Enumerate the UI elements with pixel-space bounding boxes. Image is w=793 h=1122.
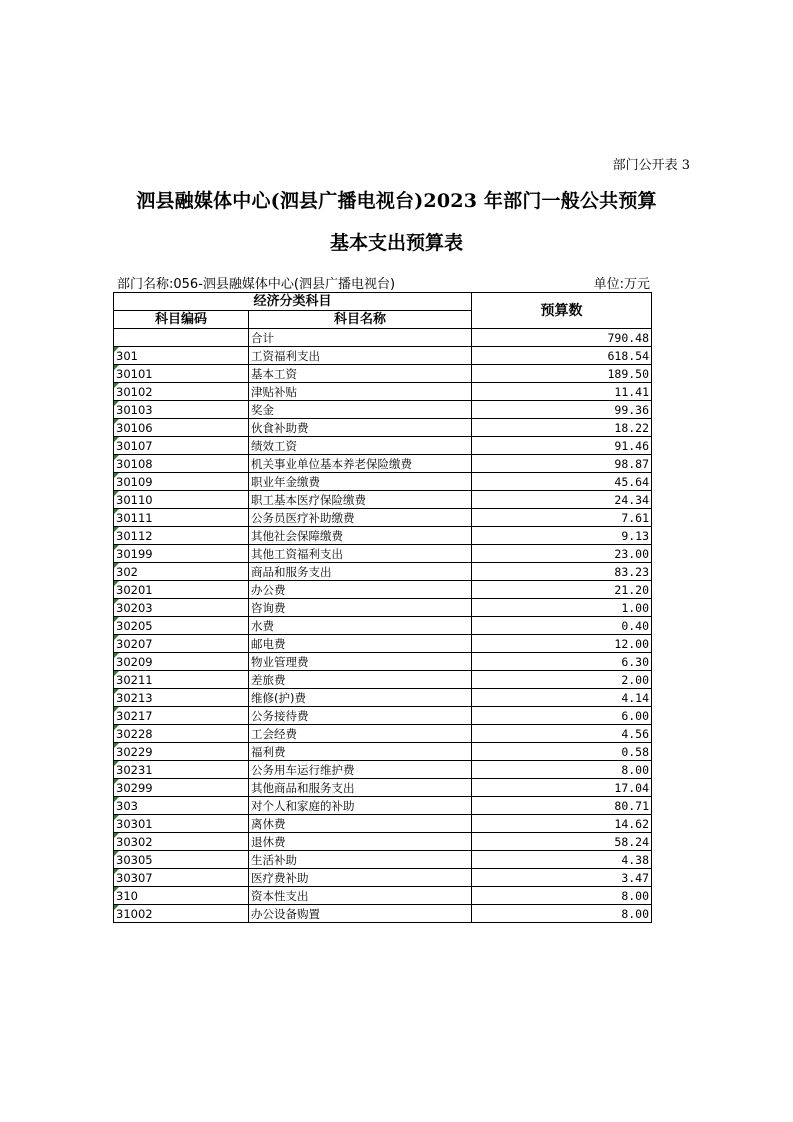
table-row bbox=[114, 491, 652, 509]
table-row bbox=[114, 887, 652, 905]
row-code: 30110 bbox=[114, 491, 249, 509]
row-code: 30111 bbox=[114, 509, 249, 527]
row-code: 30299 bbox=[114, 779, 249, 797]
table-row bbox=[114, 869, 652, 887]
row-code: 30203 bbox=[114, 599, 249, 617]
name-column-header: 科目名称 bbox=[249, 311, 472, 329]
row-amount: 8.00 bbox=[472, 887, 652, 905]
row-code: 30231 bbox=[114, 761, 249, 779]
table-row bbox=[114, 761, 652, 779]
table-row bbox=[114, 527, 652, 545]
table-row bbox=[114, 437, 652, 455]
row-code: 310 bbox=[114, 887, 249, 905]
group-header: 经济分类科目 bbox=[114, 293, 472, 311]
row-name: 离休费 bbox=[249, 815, 472, 833]
row-amount: 98.87 bbox=[472, 455, 652, 473]
table-row bbox=[114, 797, 652, 815]
row-name: 公务员医疗补助缴费 bbox=[249, 509, 472, 527]
row-code: 303 bbox=[114, 797, 249, 815]
table-row bbox=[114, 779, 652, 797]
row-name: 其他社会保障缴费 bbox=[249, 527, 472, 545]
table-row bbox=[114, 383, 652, 401]
code-column-header: 科目编码 bbox=[114, 311, 249, 329]
row-code: 30112 bbox=[114, 527, 249, 545]
row-name: 商品和服务支出 bbox=[249, 563, 472, 581]
row-name: 职工基本医疗保险缴费 bbox=[249, 491, 472, 509]
department-name: 部门名称:056-泗县融媒体中心(泗县广播电视台) bbox=[117, 277, 396, 292]
row-name: 水费 bbox=[249, 617, 472, 635]
table-row bbox=[114, 851, 652, 869]
table-row bbox=[114, 419, 652, 437]
table-row bbox=[114, 365, 652, 383]
row-code: 30109 bbox=[114, 473, 249, 491]
row-amount: 0.40 bbox=[472, 617, 652, 635]
row-code: 30305 bbox=[114, 851, 249, 869]
row-code: 30229 bbox=[114, 743, 249, 761]
row-amount: 58.24 bbox=[472, 833, 652, 851]
row-amount: 0.58 bbox=[472, 743, 652, 761]
table-row bbox=[114, 509, 652, 527]
row-code: 30213 bbox=[114, 689, 249, 707]
table-row bbox=[114, 581, 652, 599]
table-row bbox=[114, 689, 652, 707]
table-row bbox=[114, 815, 652, 833]
row-amount: 8.00 bbox=[472, 905, 652, 923]
table-body bbox=[114, 329, 652, 923]
table-row bbox=[114, 653, 652, 671]
row-name: 物业管理费 bbox=[249, 653, 472, 671]
row-name: 对个人和家庭的补助 bbox=[249, 797, 472, 815]
table-row bbox=[114, 347, 652, 365]
row-name: 差旅费 bbox=[249, 671, 472, 689]
row-code: 30101 bbox=[114, 365, 249, 383]
row-code: 30205 bbox=[114, 617, 249, 635]
table-row bbox=[114, 725, 652, 743]
row-amount: 189.50 bbox=[472, 365, 652, 383]
row-code: 30103 bbox=[114, 401, 249, 419]
table-row bbox=[114, 905, 652, 923]
row-name: 生活补助 bbox=[249, 851, 472, 869]
row-code: 30207 bbox=[114, 635, 249, 653]
table-row bbox=[114, 455, 652, 473]
row-name: 津贴补贴 bbox=[249, 383, 472, 401]
form-number: 部门公开表 3 bbox=[612, 158, 690, 173]
row-name: 公务接待费 bbox=[249, 707, 472, 725]
row-name: 其他工资福利支出 bbox=[249, 545, 472, 563]
page-subtitle: 基本支出预算表 bbox=[329, 232, 463, 254]
row-name: 绩效工资 bbox=[249, 437, 472, 455]
row-amount: 24.34 bbox=[472, 491, 652, 509]
row-amount: 4.38 bbox=[472, 851, 652, 869]
row-amount: 80.71 bbox=[472, 797, 652, 815]
row-amount: 14.62 bbox=[472, 815, 652, 833]
row-code: 30217 bbox=[114, 707, 249, 725]
row-name: 咨询费 bbox=[249, 599, 472, 617]
row-name: 公务用车运行维护费 bbox=[249, 761, 472, 779]
row-name: 资本性支出 bbox=[249, 887, 472, 905]
row-name: 维修(护)费 bbox=[249, 689, 472, 707]
table-row bbox=[114, 833, 652, 851]
row-name: 工会经费 bbox=[249, 725, 472, 743]
row-name: 奖金 bbox=[249, 401, 472, 419]
row-code: 30199 bbox=[114, 545, 249, 563]
row-amount: 17.04 bbox=[472, 779, 652, 797]
row-name: 办公设备购置 bbox=[249, 905, 472, 923]
table-row bbox=[114, 545, 652, 563]
row-amount: 790.48 bbox=[472, 329, 652, 347]
row-name: 办公费 bbox=[249, 581, 472, 599]
row-name: 职业年金缴费 bbox=[249, 473, 472, 491]
row-amount: 1.00 bbox=[472, 599, 652, 617]
row-code: 30106 bbox=[114, 419, 249, 437]
row-name: 其他商品和服务支出 bbox=[249, 779, 472, 797]
row-amount: 9.13 bbox=[472, 527, 652, 545]
row-amount: 11.41 bbox=[472, 383, 652, 401]
row-amount: 18.22 bbox=[472, 419, 652, 437]
row-amount: 6.00 bbox=[472, 707, 652, 725]
row-amount: 21.20 bbox=[472, 581, 652, 599]
table-row bbox=[114, 707, 652, 725]
row-amount: 6.30 bbox=[472, 653, 652, 671]
row-name: 邮电费 bbox=[249, 635, 472, 653]
page-title: 泗县融媒体中心(泗县广播电视台)2023 年部门一般公共预算 bbox=[136, 190, 657, 212]
row-code: 30209 bbox=[114, 653, 249, 671]
table-row bbox=[114, 617, 652, 635]
row-amount: 8.00 bbox=[472, 761, 652, 779]
row-code: 30102 bbox=[114, 383, 249, 401]
row-name: 工资福利支出 bbox=[249, 347, 472, 365]
table-row bbox=[114, 671, 652, 689]
row-amount: 12.00 bbox=[472, 635, 652, 653]
row-amount: 4.56 bbox=[472, 725, 652, 743]
row-code: 30107 bbox=[114, 437, 249, 455]
row-amount: 2.00 bbox=[472, 671, 652, 689]
row-amount: 83.23 bbox=[472, 563, 652, 581]
row-code: 30108 bbox=[114, 455, 249, 473]
row-amount: 23.00 bbox=[472, 545, 652, 563]
row-amount: 45.64 bbox=[472, 473, 652, 491]
row-amount: 7.61 bbox=[472, 509, 652, 527]
table-row bbox=[114, 743, 652, 761]
row-name: 机关事业单位基本养老保险缴费 bbox=[249, 455, 472, 473]
row-name: 退休费 bbox=[249, 833, 472, 851]
row-name: 伙食补助费 bbox=[249, 419, 472, 437]
row-code bbox=[114, 329, 249, 347]
table-row bbox=[114, 599, 652, 617]
row-amount: 618.54 bbox=[472, 347, 652, 365]
row-amount: 4.14 bbox=[472, 689, 652, 707]
row-code: 301 bbox=[114, 347, 249, 365]
row-name: 医疗费补助 bbox=[249, 869, 472, 887]
row-code: 30211 bbox=[114, 671, 249, 689]
row-code: 30302 bbox=[114, 833, 249, 851]
row-name: 基本工资 bbox=[249, 365, 472, 383]
row-code: 30228 bbox=[114, 725, 249, 743]
budget-table bbox=[113, 292, 652, 923]
row-amount: 3.47 bbox=[472, 869, 652, 887]
row-amount: 91.46 bbox=[472, 437, 652, 455]
row-code: 31002 bbox=[114, 905, 249, 923]
row-code: 30201 bbox=[114, 581, 249, 599]
row-amount: 99.36 bbox=[472, 401, 652, 419]
table-row bbox=[114, 635, 652, 653]
row-name: 福利费 bbox=[249, 743, 472, 761]
row-name: 合计 bbox=[249, 329, 472, 347]
row-code: 302 bbox=[114, 563, 249, 581]
row-code: 30307 bbox=[114, 869, 249, 887]
table-row bbox=[114, 329, 652, 347]
amount-column-header: 预算数 bbox=[472, 293, 652, 329]
table-row bbox=[114, 563, 652, 581]
unit-label: 单位:万元 bbox=[593, 277, 650, 292]
row-code: 30301 bbox=[114, 815, 249, 833]
table-row bbox=[114, 401, 652, 419]
table-row bbox=[114, 473, 652, 491]
